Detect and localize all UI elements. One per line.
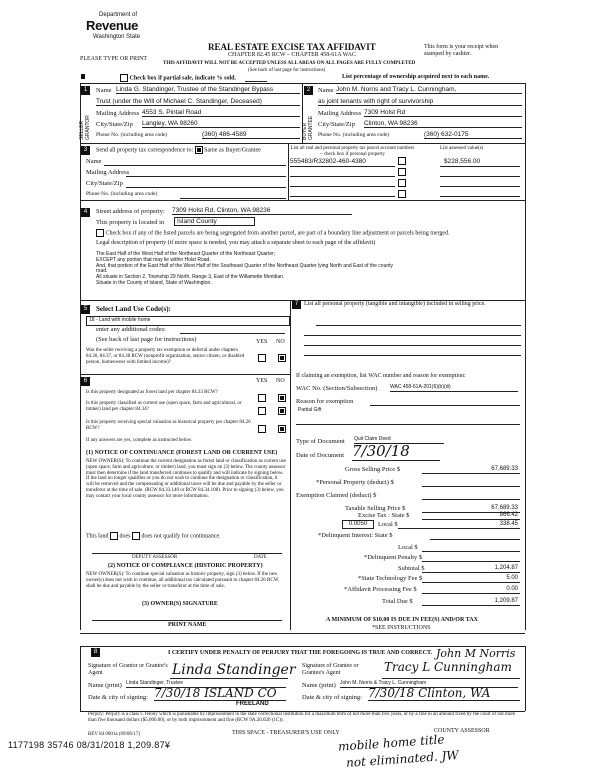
section-5-number: 5	[81, 305, 90, 314]
does-not-checkbox[interactable]	[132, 532, 140, 540]
q3-no-checkbox[interactable]	[278, 420, 286, 438]
legal-description[interactable]	[96, 252, 521, 287]
s3-phone-label: Phone No. (including area code)	[86, 191, 158, 197]
additional-codes-label: enter any additional codes:	[96, 326, 166, 333]
assessed-value[interactable]: $228,556.00	[444, 158, 481, 165]
street-label: Street address of property:	[96, 208, 165, 215]
qualify-label: qualify for continuance.	[163, 533, 221, 540]
land-use-code[interactable]: 18 - Land with mobile home	[86, 316, 290, 326]
gross-value[interactable]: 67,689.33	[491, 466, 518, 472]
see-back-note: (See back of last page for instructions)	[248, 68, 326, 73]
segregated-label: Check box if any of the listed parcels are being segregated from another parcel, are part of a boundary line adjustment or parcels being merged.	[105, 230, 450, 237]
send-correspondence-row	[96, 146, 261, 155]
located-label: This property is located in	[96, 219, 165, 226]
notice1-title: (1) NOTICE OF CONTINUANCE (FOREST LAND OR CURRENT USE)	[86, 450, 278, 456]
delinquent-interest-label: *Delinquent Interest: State $	[318, 532, 393, 539]
buyer-city-value[interactable]: Clinton, WA 98236	[364, 120, 522, 128]
continuance-row	[86, 532, 221, 541]
assessed-header: List assessed value(s)	[440, 146, 484, 151]
local-value[interactable]: 338.45	[499, 521, 518, 527]
segregated-checkbox[interactable]	[96, 229, 104, 237]
q2-yes-checkbox[interactable]	[258, 402, 266, 420]
notice2-text: NEW OWNER(S): To continue special valuation as historic property, sign (3) below. If the new owner(s) does not wish to continue, all additional tax calculated pursuant to chapter 84.26 RCW, shall be due and payable by the seller or transferor at the time of sale.	[86, 572, 280, 589]
seller-phone-label: Phone No. (including area code)	[96, 132, 168, 138]
affidavit-fee-label: *Affidavit Processing Fee $	[344, 586, 417, 593]
seller-mailing-value[interactable]: 4553 S. Pintail Road	[142, 109, 300, 117]
gross-label: Gross Selling Price $	[345, 466, 401, 473]
wac-value[interactable]: WAC 458-61A-201(6)(b)(iii)	[390, 385, 518, 392]
print-name-label: PRINT NAME	[168, 622, 207, 628]
seller-phone-value[interactable]: (360) 486-4589	[202, 131, 300, 139]
form-title: REAL ESTATE EXCISE TAX AFFIDAVIT	[208, 42, 376, 52]
forest-question: Is this property designated as forest land per chapter 84.33 RCW?	[86, 390, 218, 395]
current-use-question: Is this property classified as current use (open space, farm and agricultural, or timber) land per chapter 84.34?	[86, 401, 242, 412]
s5-yes: YES	[256, 339, 268, 345]
land-use-title: Select Land Use Code(s):	[96, 305, 171, 313]
form-warning: THIS AFFIDAVIT WILL NOT BE ACCEPTED UNLESS ALL AREAS ON ALL PAGES ARE FULLY COMPLETED	[163, 61, 416, 66]
exemption-claimed-label: Exemption Claimed (deduct) $	[296, 492, 377, 499]
grantor-name-label: Name (print)	[88, 682, 122, 689]
total-due-label: Total Due $	[382, 598, 413, 605]
section-3-number: 3	[81, 146, 90, 155]
same-as-buyer-checkbox[interactable]	[195, 146, 203, 154]
same-as-label: Same as Buyer/Grantee	[204, 147, 261, 154]
notice2-title: (2) NOTICE OF COMPLIANCE (HISTORIC PROPERTY)	[108, 563, 263, 569]
owner-signature-label: (3) OWNER(S) SIGNATURE	[142, 601, 218, 607]
section-4-number: 4	[81, 208, 90, 217]
see-instructions: *SEE INSTRUCTIONS	[372, 625, 431, 631]
exemption-question: Was the seller receiving a property tax exemption or deferral under chapters 84.36, 84.37, or 84.38 RCW (nonprofit organization, senior citizen, or disabled person, homeowner with limited income)?	[86, 348, 245, 365]
does-not-label: does not	[141, 533, 162, 540]
handwritten-note-2: not eliminated. JW	[345, 748, 460, 770]
does-label: does	[119, 533, 131, 540]
section-6-number: 6	[81, 377, 90, 386]
buyer-phone-value[interactable]: (360) 632-0175	[424, 131, 522, 139]
taxable-value[interactable]: 67,689.33	[491, 505, 518, 511]
grantee-sig-label: Signature of Grantee or Grantee's Agent	[302, 663, 359, 677]
if-yes-label: If any answers are yes, complete as instructed below.	[86, 438, 193, 443]
exemption-claim-label: If claiming an exemption, list WAC number and reason for exemption:	[296, 373, 466, 379]
legal-line-1: The East Half of the West Half of the Northeast Quarter of the Northeast Quarter;	[96, 251, 276, 257]
legal-line-3: And, that portion of the East Half of the West Half of the Southeast Quarter of the Northeast Quarter lying North and East of the county	[96, 262, 394, 269]
buyer-name-line1[interactable]: John M. Norris and Tracy L. Cunningham,	[336, 86, 522, 94]
buyer-name-line2[interactable]: as joint tenants with right of survivorship	[318, 98, 522, 106]
buyer-mailing-label: Mailing Address	[318, 110, 362, 117]
s5-yes-checkbox[interactable]	[258, 349, 266, 367]
legal-line-6: Situate in the County of Island, State of Washington.	[96, 279, 212, 286]
does-checkbox[interactable]	[110, 532, 118, 540]
grantor-date-label: Date & city of signing:	[88, 694, 148, 701]
grantee-name-value[interactable]: John M. Norris & Tracy L. Cunningham	[340, 681, 518, 688]
dept-line1: Department of	[99, 12, 138, 18]
revenue-logo	[82, 10, 152, 44]
excise-state-label: Excise Tax : State $	[358, 512, 410, 519]
legal-label: Legal description of property (if more space is needed, you may attach a separate sheet to each page of the affidavit)	[96, 240, 376, 246]
s3-name-label: Name	[86, 158, 102, 165]
taxable-label: Taxable Selling Price $	[345, 505, 406, 512]
perjury-note	[88, 712, 524, 724]
handwritten-note-1: mobile home title	[337, 732, 445, 754]
norris-signature[interactable]: John M Norris	[436, 647, 516, 660]
treasurer-use: THIS SPACE - TREASURER'S USE ONLY	[232, 730, 340, 736]
buyer-phone-label: Phone No. (including area code)	[318, 132, 390, 138]
section-8-number: 8	[91, 648, 100, 657]
parcel-checkbox-3[interactable]	[398, 179, 406, 187]
grantor-date-sub: FREELAND	[236, 701, 269, 707]
grantor-name-value[interactable]: Linda Standinger, Trustee	[126, 681, 286, 688]
reason-value[interactable]: Partial Gift	[298, 407, 322, 413]
grantee-name-label: Name (print)	[302, 682, 336, 689]
legal-line-5: All situate in Section 2, Township 29 North, Range 3, East of the Willamette Meridian.	[96, 274, 285, 280]
reason-label: Reason for exemption	[296, 398, 354, 405]
s3-city-label: City/State/Zip	[86, 180, 123, 187]
legal-line-4: road.	[96, 268, 108, 275]
please-type: PLEASE TYPE OR PRINT	[80, 56, 148, 62]
grantor-sig-label: Signature of Grantor or Grantor's Agent	[88, 663, 168, 677]
rev-number: REV 84 0001a (09/06/17)	[88, 732, 140, 737]
certify-label: I CERTIFY UNDER PENALTY OF PERJURY THAT THE FOREGOING IS TRUE AND CORRECT.	[168, 650, 433, 656]
minimum-fee-note: A MINIMUM OF $10.00 IS DUE IN FEE(S) AND/OR TAX	[326, 617, 478, 623]
personal-label: *Personal Property (deduct) $	[316, 479, 394, 486]
personal-property-label: List all personal property (tangible and intangible) included in selling price.	[304, 301, 486, 307]
wac-label: WAC No. (Section/Subsection)	[296, 385, 378, 392]
grantee-date-value[interactable]: 7/30/18 Clinton, WA	[368, 686, 520, 701]
delinquent-local-label: Local $	[398, 544, 418, 551]
see-back-label: (See back of last page for instructions)	[96, 336, 197, 343]
tech-fee-label: *State Technology Fee $	[358, 575, 423, 582]
q3-yes-checkbox[interactable]	[258, 420, 266, 438]
section-1-number: 1	[81, 86, 90, 95]
historic-question: Is this property receiving special valuation as historical property per chapter 84.26 RCW?	[86, 420, 251, 431]
tech-fee-value[interactable]: 5.00	[506, 575, 518, 581]
grantor-date-value[interactable]: 7/30/18 ISLAND CO	[154, 686, 286, 701]
section-1-marker	[81, 74, 85, 79]
deputy-date-label: DATE	[254, 555, 267, 560]
seller-city-value[interactable]: Langley, WA 98260	[142, 120, 300, 128]
notice1-text: NEW OWNER(S): To continue the current designation as forest land or classification as current use (open space, farm and agriculture, or timber) land, you must sign on (3) below. The county assessor must then determine if the land transferred continues to qualify and will indicate by signing below. If the land no longer qualifies or you do not wish to continue the designation or classification, it will be removed and the compensating or additional taxes will be due and payable by the seller or transferor at the time of sale. (RCW 84.33.140 or RCW 84.34.108). Prior to signing (3) below, you may contact your local county assessor for more information.	[86, 459, 286, 499]
s5-no: NO	[276, 339, 285, 345]
legal-line-2: EXCEPT any portion that may lie within Holst Road.	[96, 256, 211, 263]
street-value[interactable]: 7309 Holst Rd, Clinton, WA 98236	[172, 207, 352, 215]
s6-yes: YES	[256, 378, 268, 384]
partial-sale-checkbox[interactable]	[120, 74, 128, 82]
s5-no-checkbox[interactable]	[278, 349, 286, 367]
treasurer-stamp: 1177198 35746 08/31/2018 1,209.87¥	[8, 740, 171, 750]
total-due-value[interactable]: 1,209.87	[494, 598, 518, 604]
partial-sale-label: Check box if partial sale, indicate % sold.	[129, 75, 237, 82]
subtotal-value[interactable]: 1,204.87	[494, 565, 518, 571]
seller-name-line2[interactable]: Trust (under the Will of Michael C. Standinger, Deceased)	[96, 98, 300, 106]
parcel-header: List all real and personal property tax parcel account numbers – check box if personal property	[290, 146, 415, 157]
parcel-value[interactable]: 555483/R32802-460-4380	[290, 158, 366, 165]
affidavit-fee-value[interactable]: 0.00	[506, 586, 518, 592]
seller-city-label: City/State/Zip	[96, 121, 133, 128]
delinquent-penalty-label: *Delinquent Penalty $	[364, 554, 423, 561]
ownership-list-label: List percentage of ownership acquired next to each name.	[342, 74, 490, 80]
grantee-date-label: Date & city of signing:	[302, 694, 362, 701]
subtotal-label: Subtotal $	[398, 565, 425, 572]
excise-state-value[interactable]: 866.42	[499, 512, 518, 518]
doc-type-label: Type of Document	[296, 438, 345, 445]
local-rate[interactable]: 0.0050	[342, 520, 374, 529]
grantor-signature[interactable]: Linda Standinger	[172, 662, 296, 678]
section-7-number: 7	[292, 300, 301, 309]
parcel-checkbox-1[interactable]	[398, 157, 406, 165]
deputy-assessor-label: DEPUTY ASSESSOR	[132, 555, 178, 560]
dept-name: Revenue	[86, 18, 139, 33]
seller-name-line1[interactable]: Linda G. Standinger, Trustee of the Standinger Bypass	[116, 86, 300, 94]
section-2-number: 2	[304, 86, 313, 95]
seller-side-label: SELLER GRANTOR	[79, 115, 91, 140]
doc-type-value[interactable]: Quit Claim Deed	[354, 437, 444, 444]
send-label: Send all property tax correspondence to:	[96, 147, 194, 154]
q2-no-checkbox[interactable]	[278, 402, 286, 420]
local-label: Local $	[378, 521, 398, 528]
located-value[interactable]: Island County	[174, 217, 255, 226]
partial-percent-line	[245, 81, 267, 82]
form-chapter: CHAPTER 82.45 RCW – CHAPTER 458-61A WAC	[228, 52, 356, 58]
dept-state: Washington State	[93, 34, 141, 40]
seller-mailing-label: Mailing Address	[96, 110, 140, 117]
parcel-checkbox-2[interactable]	[398, 168, 406, 176]
parcel-checkboxes	[398, 157, 410, 198]
segregated-row[interactable]	[96, 229, 450, 238]
county-assessor: COUNTY ASSESSOR	[434, 728, 490, 734]
s3-mailing-label: Mailing Address	[86, 169, 130, 176]
land-does-label: This land	[86, 533, 109, 540]
buyer-mailing-value[interactable]: 7309 Holst Rd	[364, 109, 522, 117]
seller-name-label: Name	[96, 87, 112, 94]
buyer-name-label: Name	[318, 87, 334, 94]
grantee-signature[interactable]: Tracy L Cunningham	[384, 660, 512, 674]
parcel-checkbox-4[interactable]	[398, 190, 406, 198]
receipt-note: This form is your receipt when stamped by cashier.	[424, 44, 499, 58]
buyer-side-label: BUYER GRANTEE	[302, 115, 314, 140]
doc-date-value[interactable]: 7/30/18	[352, 442, 440, 461]
s6-no: NO	[276, 378, 285, 384]
perjury-text: Perjury: Perjury is a class C felony which is punishable by imprisonment in the state correctional institution for a maximum term of not more than five years, or by a fine in an amount fixed by the court of not more than five thousand dollars ($5,000.00), or by both imprisonment and fine (RCW 9A.20.020 (1C)).	[88, 712, 516, 723]
doc-date-label: Date of Document	[296, 452, 345, 459]
buyer-city-label: City/State/Zip	[318, 121, 355, 128]
partial-sale-row[interactable]	[120, 74, 236, 83]
